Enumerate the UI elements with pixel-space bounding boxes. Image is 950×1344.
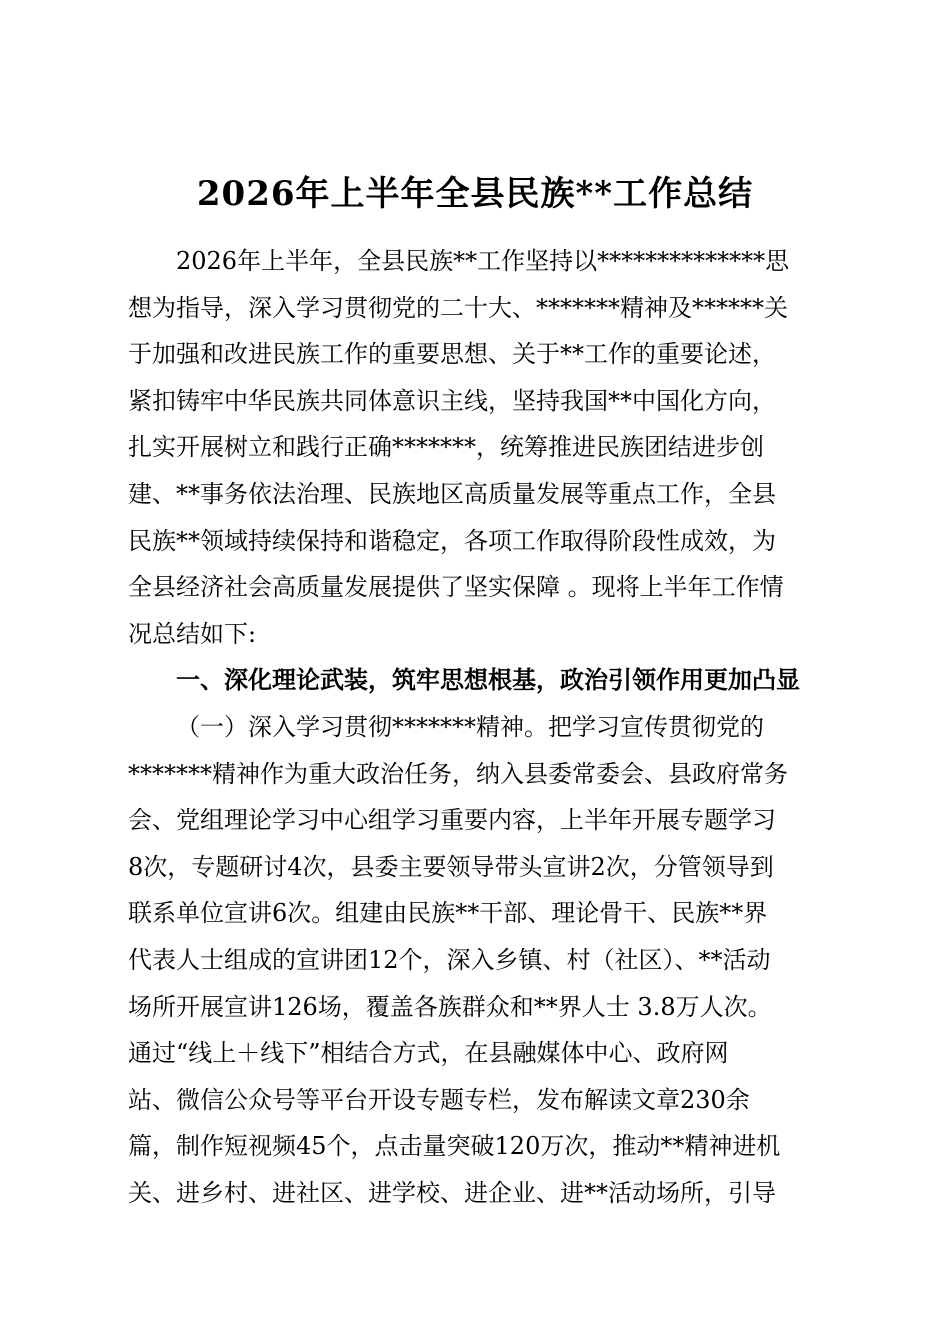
paragraph-line: 站、微信公众号等平台开设专题专栏，发布解读文章230余 xyxy=(128,1085,750,1114)
paragraph-line: 2026年上半年，全县民族**工作坚持以**************思 xyxy=(176,247,790,275)
paragraph-line: 想为指导，深入学习贯彻党的二十大、*******精神及******关 xyxy=(128,293,788,322)
document-title: 2026年上半年全县民族**工作总结 xyxy=(196,174,754,214)
paragraph-line: 建、**事务依法治理、民族地区高质量发展等重点工作，全县 xyxy=(128,479,776,508)
paragraph-line: 通过“线上＋线下”相结合方式，在县融媒体中心、政府网 xyxy=(128,1039,729,1068)
paragraph-line: *******精神作为重大政治任务，纳入县委常委会、县政府常务 xyxy=(128,759,788,788)
paragraph-line: 场所开展宣讲126场，覆盖各族群众和**界人士 3.8万人次。 xyxy=(128,992,772,1021)
paragraph-line: 于加强和改进民族工作的重要思想、关于**工作的重要论述， xyxy=(128,340,776,369)
paragraph-line: 代表人士组成的宣讲团12个，深入乡镇、村（社区）、**活动 xyxy=(128,945,771,974)
paragraph-line: 况总结如下: xyxy=(128,619,257,648)
paragraph-line: 民族**领域持续保持和谐稳定，各项工作取得阶段性成效，为 xyxy=(128,526,776,555)
paragraph-line: 扎实开展树立和践行正确*******，统筹推进民族团结进步创 xyxy=(128,433,764,462)
paragraph-line: 篇，制作短视频45个，点击量突破120万次，推动**精神进机 xyxy=(128,1132,781,1161)
paragraph-line: 全县经济社会高质量发展提供了坚实保障 。现将上半年工作情 xyxy=(128,573,784,602)
paragraph-line: 关、进乡村、进社区、进学校、进企业、进**活动场所，引导 xyxy=(128,1178,776,1207)
paragraph-line: 8次，专题研讨4次，县委主要领导带头宣讲2次，分管领导到 xyxy=(128,852,774,881)
document-body xyxy=(128,238,828,1216)
paragraph-line: 紧扣铸牢中华民族共同体意识主线，坚持我国**中国化方向， xyxy=(128,386,776,415)
paragraph-line: 联系单位宣讲6次。组建由民族**干部、理论骨干、民族**界 xyxy=(128,899,768,928)
paragraph-line: 会、党组理论学习中心组学习重要内容，上半年开展专题学习 xyxy=(128,806,776,835)
paragraph-line: （一）深入学习贯彻*******精神。把学习宣传贯彻党的 xyxy=(176,712,764,741)
section-heading: 一、深化理论武装，筑牢思想根基，政治引领作用更加凸显 xyxy=(176,665,800,695)
